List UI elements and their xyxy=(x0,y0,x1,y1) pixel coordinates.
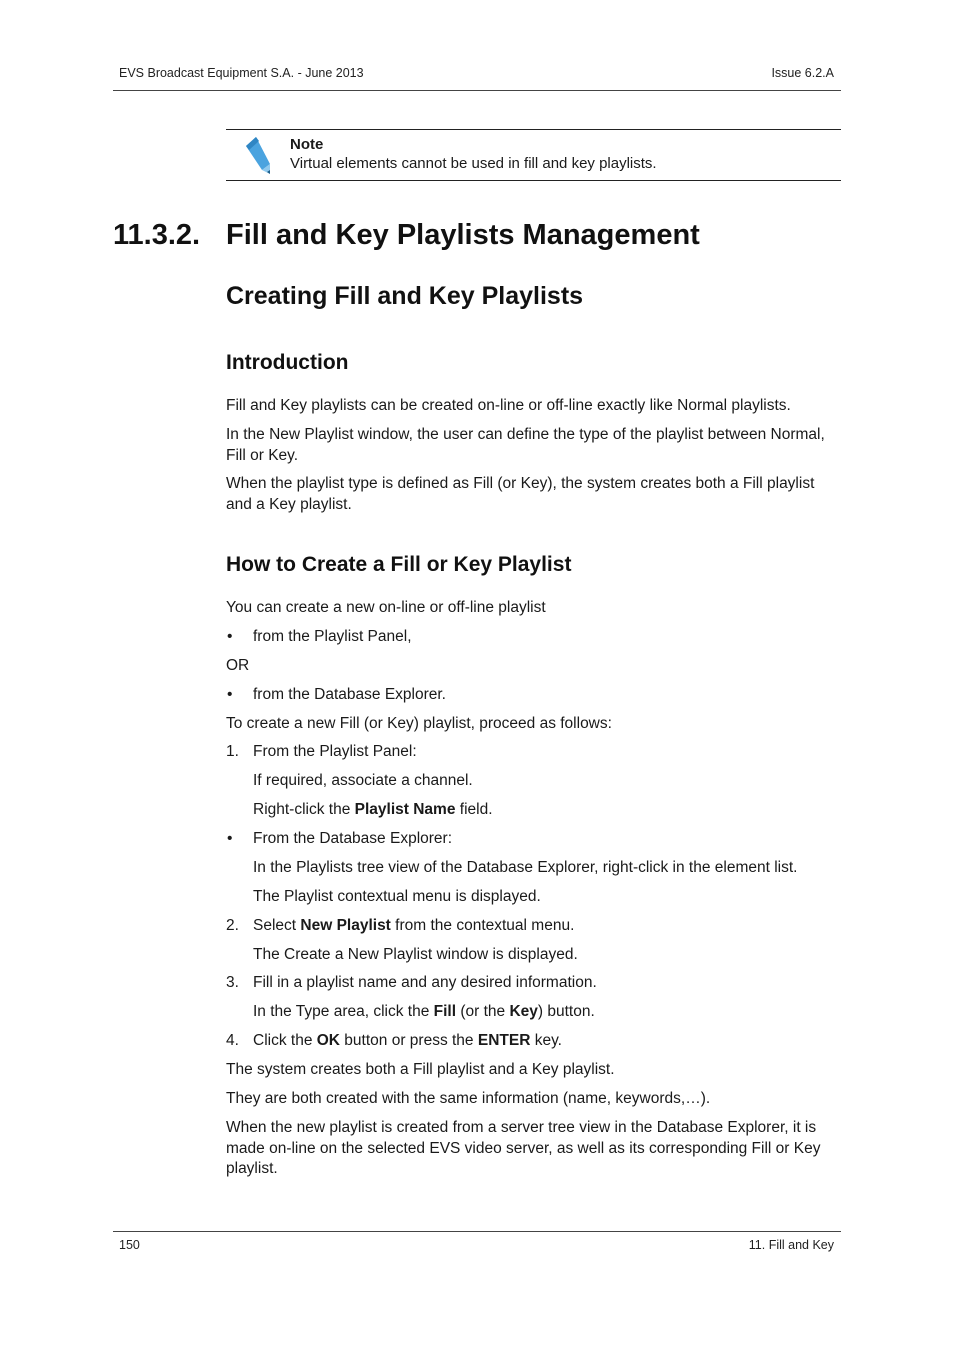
proceed-text: To create a new Fill (or Key) playlist, proceed as follows: xyxy=(226,715,612,732)
step-3-text: Fill in a playlist name and any desired information. xyxy=(253,974,597,991)
section-number: 11.3.2. xyxy=(113,219,201,251)
intro-paragraph-1: Fill and Key playlists can be created on-line or off-line exactly like Normal playlists. xyxy=(226,397,791,414)
intro-heading: Introduction xyxy=(226,351,349,374)
bullet-marker: • xyxy=(227,628,233,645)
step-2-sub: The Create a New Playlist window is displayed. xyxy=(253,946,578,963)
note-title: Note xyxy=(290,136,324,153)
step-3-sub: In the Type area, click the Fill (or the Key) button. xyxy=(253,1003,595,1020)
step-1-marker: 1. xyxy=(226,743,239,760)
footer-rule xyxy=(113,1231,841,1232)
header-left: EVS Broadcast Equipment S.A. - June 2013 xyxy=(119,66,364,80)
bullet-playlist-panel: from the Playlist Panel, xyxy=(253,628,412,645)
subsection-title: Creating Fill and Key Playlists xyxy=(226,282,584,310)
or-text: OR xyxy=(226,657,250,674)
pencil-icon xyxy=(240,134,276,176)
intro-paragraph-3: When the playlist type is defined as Fill (or Key), the system creates both a Fill playlist and a Key playlist. xyxy=(226,475,815,513)
step-1-text: From the Playlist Panel: xyxy=(253,743,417,760)
bullet-marker: • xyxy=(227,686,233,703)
step-1-sub-1: If required, associate a channel. xyxy=(253,772,473,789)
step-1-sub-2: Right-click the Playlist Name field. xyxy=(253,801,493,818)
note-bottom-rule xyxy=(226,180,841,181)
intro-paragraph-2: In the New Playlist window, the user can define the type of the playlist between Normal, Fill or Key. xyxy=(226,426,825,464)
step-3-marker: 3. xyxy=(226,974,239,991)
bullet-database-explorer: from the Database Explorer. xyxy=(253,686,446,703)
result-paragraph-2: They are both created with the same information (name, keywords,…). xyxy=(226,1090,711,1107)
step-2-marker: 2. xyxy=(226,917,239,934)
step-4-text: Click the OK button or press the ENTER key. xyxy=(253,1032,562,1049)
result-paragraph-1: The system creates both a Fill playlist and a Key playlist. xyxy=(226,1061,615,1078)
page-number: 150 xyxy=(119,1238,140,1252)
header-right: Issue 6.2.A xyxy=(771,66,834,80)
step-4-marker: 4. xyxy=(226,1032,239,1049)
section-title: Fill and Key Playlists Management xyxy=(226,219,700,251)
step-2-text: Select New Playlist from the contextual menu. xyxy=(253,917,575,934)
result-paragraph-3: When the new playlist is created from a server tree view in the Database Explorer, it is made on-line on the selected EVS video server, as well as its corresponding Fill or Key playlist. xyxy=(226,1119,821,1177)
bullet-sub-1: In the Playlists tree view of the Database Explorer, right-click in the element list. xyxy=(253,859,798,876)
footer-chapter: 11. Fill and Key xyxy=(748,1238,834,1252)
howto-intro: You can create a new on-line or off-line playlist xyxy=(226,599,546,616)
bullet-database-explorer-step: From the Database Explorer: xyxy=(253,830,453,847)
header-rule xyxy=(113,90,841,91)
note-top-rule xyxy=(226,129,841,130)
howto-heading: How to Create a Fill or Key Playlist xyxy=(226,553,572,576)
note-text: Virtual elements cannot be used in fill and key playlists. xyxy=(290,155,657,172)
bullet-marker: • xyxy=(227,830,233,847)
bullet-sub-2: The Playlist contextual menu is displayed. xyxy=(253,888,541,905)
